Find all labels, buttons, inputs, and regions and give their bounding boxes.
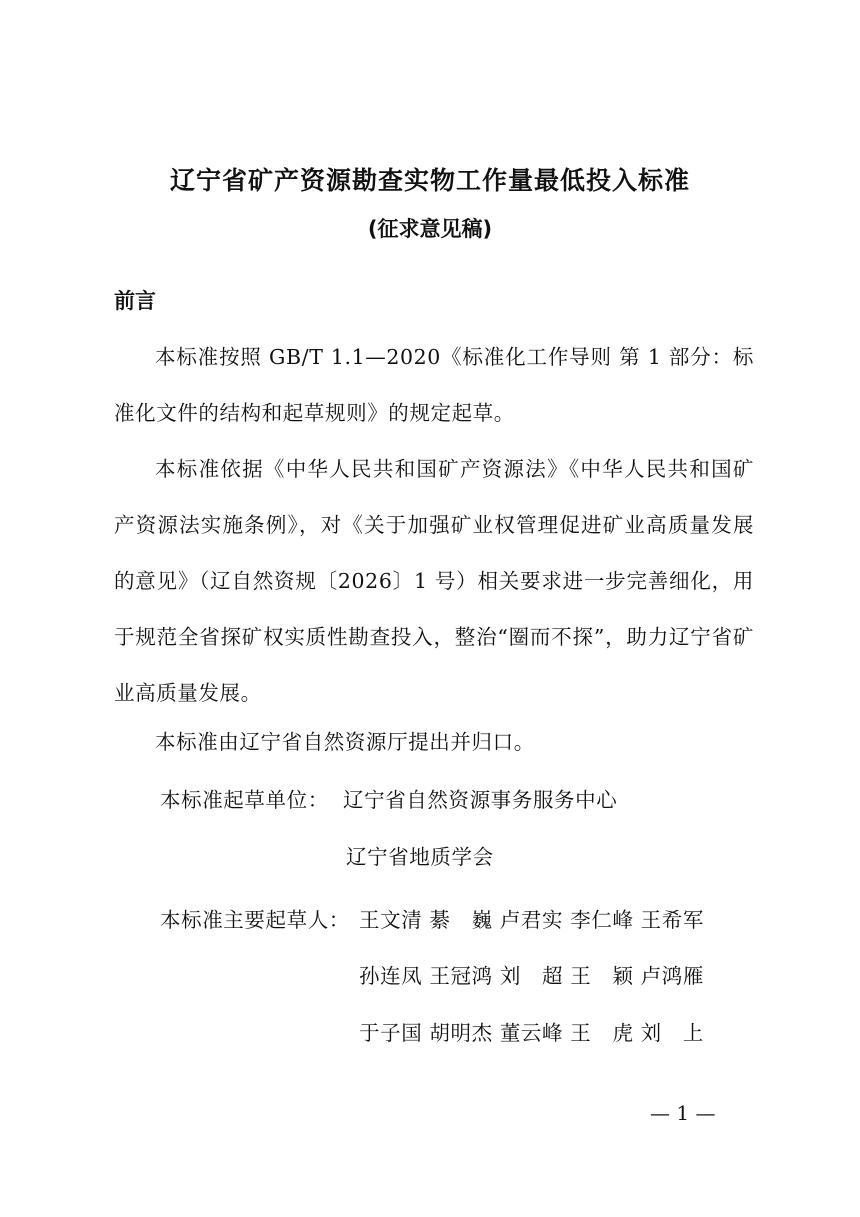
- document-title: 辽宁省矿产资源勘查实物工作量最低投入标准: [169, 166, 690, 195]
- drafters-label: 本标准主要起草人：: [160, 908, 350, 932]
- drafters-line: 孙连凤 王冠鸿 刘 超 王 颖 卢鸿雁: [359, 964, 704, 988]
- drafters-line: 于子国 胡明杰 董云峰 王 虎 刘 上: [359, 1021, 704, 1045]
- page-number: — 1 —: [650, 1101, 716, 1125]
- paragraph-legal-basis: 本标准依据《中华人民共和国矿产资源法》《中华人民共和国矿产资源法实施条例》，对《关于加强矿业权管理促进矿业高质量发展的意见》（辽自然资规〔2026〕1 号）相关要求进一步完善细化，用于规范全省探矿权实质性勘查投入，整治“圈而不探”，助力辽宁省矿业高质量发展。: [114, 457, 754, 705]
- drafting-unit-name: 辽宁省自然资源事务服务中心: [343, 788, 618, 812]
- drafting-unit-name: 辽宁省地质学会: [346, 845, 494, 869]
- paragraph-drafting-rules: 本标准按照 GB/T 1.1—2020《标准化工作导则 第 1 部分：标准化文件的结构和起草规则》的规定起草。: [114, 345, 754, 425]
- section-heading: 前言: [114, 289, 156, 313]
- paragraph-proposer: 本标准由辽宁省自然资源厅提出并归口。: [155, 730, 535, 754]
- drafters-line: 王文清 綦 巍 卢君实 李仁峰 王希军: [359, 908, 704, 932]
- document-subtitle: (征求意见稿): [367, 217, 493, 241]
- drafting-units-label: 本标准起草单位：: [160, 788, 329, 812]
